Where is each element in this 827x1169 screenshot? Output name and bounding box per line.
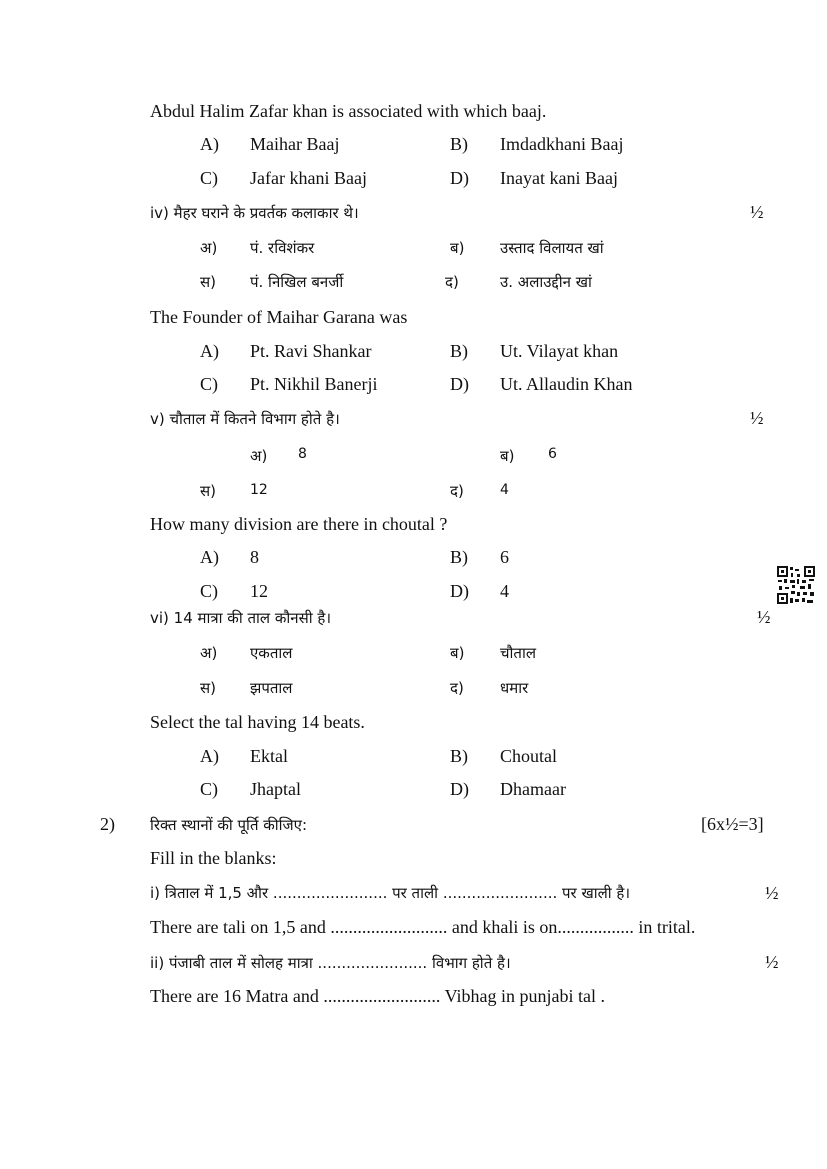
marks-label: ½	[765, 883, 779, 903]
option-text: Imdadkhani Baaj	[500, 134, 624, 154]
option-label: द)	[445, 273, 459, 291]
question-2-hindi-heading: रिक्त स्थानों की पूर्ति कीजिए:	[150, 816, 308, 834]
option-text: Ektal	[250, 746, 288, 766]
option-text: पं. निखिल बनर्जी	[250, 273, 344, 291]
option-text: Pt. Nikhil Banerji	[250, 374, 378, 394]
option-label: C)	[200, 581, 218, 601]
marks-label: ½	[765, 952, 779, 972]
option-label: A)	[200, 341, 219, 361]
blank-item-hindi: ii) पंजाबी ताल में सोलह मात्रा ....................... विभाग होते है।	[150, 954, 511, 972]
option-label: A)	[200, 547, 219, 567]
question-vi-english: Select the tal having 14 beats.	[150, 712, 365, 732]
question-2-english-heading: Fill in the blanks:	[150, 848, 277, 868]
option-label: B)	[450, 134, 468, 154]
option-text: उ. अलाउद्दीन खां	[500, 273, 592, 291]
option-label: द)	[450, 679, 464, 697]
blank-item-hindi: i) त्रिताल में 1,5 और ........................ पर ताली ........................ पर खाली है।	[150, 884, 631, 902]
option-label: D)	[450, 374, 469, 394]
option-label: A)	[200, 746, 219, 766]
marks-label: ½	[757, 607, 771, 627]
option-text: 12	[250, 581, 268, 601]
question-iv-english: The Founder of Maihar Garana was	[150, 307, 408, 327]
option-label: D)	[450, 581, 469, 601]
option-text: एकताल	[250, 644, 293, 662]
option-label: C)	[200, 779, 218, 799]
option-label: B)	[450, 547, 468, 567]
option-text: पं. रविशंकर	[250, 239, 315, 257]
option-text: Ut. Vilayat khan	[500, 341, 619, 361]
question-vi-hindi: vi) 14 मात्रा की ताल कौनसी है।	[150, 609, 332, 627]
option-label: B)	[450, 746, 468, 766]
question-number: 2)	[100, 814, 115, 834]
option-text: धमार	[500, 679, 529, 697]
option-label: ब)	[450, 644, 465, 662]
blank-item-english: There are 16 Matra and .......................... Vibhag in punjabi tal .	[150, 986, 605, 1006]
option-label: स)	[200, 679, 216, 697]
option-text: Dhamaar	[500, 779, 566, 799]
option-label: स)	[200, 273, 216, 291]
option-text: Pt. Ravi Shankar	[250, 341, 372, 361]
option-label: द)	[450, 482, 464, 500]
question-iv-hindi: iv) मैहर घराने के प्रवर्तक कलाकार थे।	[150, 204, 359, 222]
option-text: Jafar khani Baaj	[250, 168, 367, 188]
option-label: C)	[200, 168, 218, 188]
option-text: 4	[500, 581, 509, 601]
option-label: C)	[200, 374, 218, 394]
option-text: Inayat kani Baaj	[500, 168, 618, 188]
option-label: अ)	[200, 644, 218, 662]
option-text: 4	[500, 482, 509, 498]
option-label: ब)	[500, 447, 515, 465]
option-text: झपताल	[250, 679, 293, 697]
option-text: 12	[250, 482, 268, 498]
option-text: उस्ताद विलायत खां	[500, 239, 604, 257]
option-text: Choutal	[500, 746, 557, 766]
option-text: 6	[500, 547, 509, 567]
option-label: B)	[450, 341, 468, 361]
option-text: 8	[298, 446, 307, 462]
option-text: Ut. Allaudin Khan	[500, 374, 633, 394]
marks-label: [6x½=3]	[701, 814, 764, 834]
option-text: Maihar Baaj	[250, 134, 340, 154]
option-text: Jhaptal	[250, 779, 301, 799]
option-label: अ)	[200, 239, 218, 257]
option-label: D)	[450, 779, 469, 799]
marks-label: ½	[750, 408, 764, 428]
question-v-english: How many division are there in choutal ?	[150, 514, 448, 534]
marks-label: ½	[750, 202, 764, 222]
option-text: 8	[250, 547, 259, 567]
option-text: 6	[548, 446, 557, 462]
qr-code-icon	[776, 565, 816, 605]
option-label: A)	[200, 134, 219, 154]
blank-item-english: There are tali on 1,5 and .......................... and khali is on................. in trital.	[150, 917, 696, 937]
option-label: D)	[450, 168, 469, 188]
option-label: ब)	[450, 239, 465, 257]
question-v-hindi: v) चौताल में कितने विभाग होते है।	[150, 410, 340, 428]
question-iii-english: Abdul Halim Zafar khan is associated with which baaj.	[150, 101, 547, 121]
option-label: अ)	[250, 447, 268, 465]
option-label: स)	[200, 482, 216, 500]
option-text: चौताल	[500, 644, 537, 662]
